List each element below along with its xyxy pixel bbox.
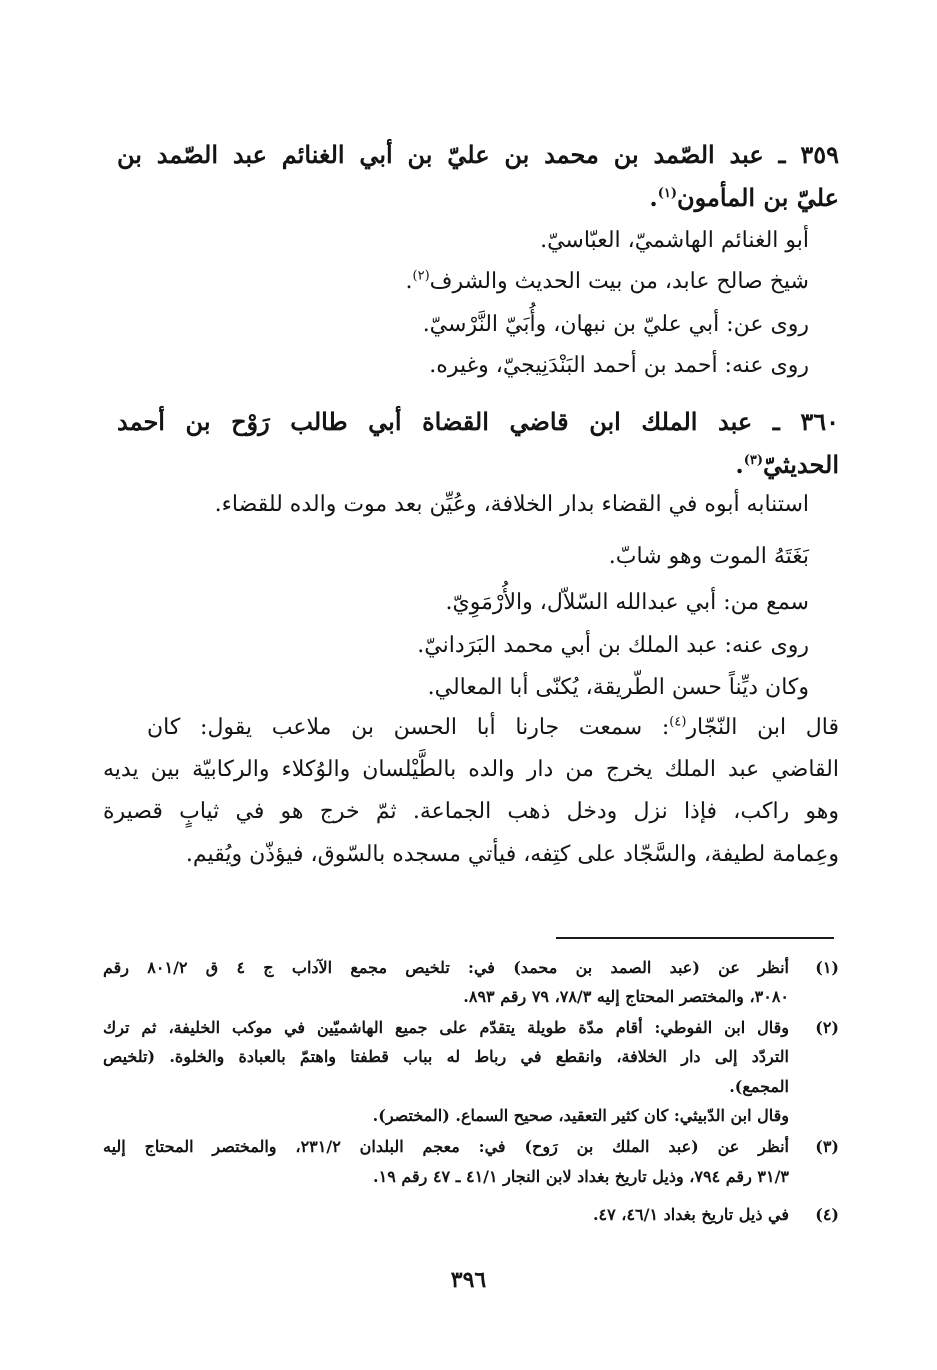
entry-359-heading-line2 [649,183,839,212]
entry-359-shaykh [406,269,809,294]
page-number: ٣٩٦ [450,1267,487,1293]
entry-359-shaykh-text: شيخ صالح عابد، من بيت الحديث والشرف [429,269,809,294]
entry-360-heading-line1: ٣٦٠ ـ عبد الملك ابن قاضي القضاة أبي طالب رَوْح بن أحمد [117,407,839,436]
footnote-4-number: (٤) [815,1205,839,1224]
entry-359-rawa-an: روى عن: أبي عليّ بن نبهان، وأُبَيّ النَّرْسيّ. [422,312,809,337]
footnote-separator [556,937,834,939]
entry-360-nisba: الحديثيّ [763,450,839,479]
entry-360-line-7: القاضي عبد الملك يخرج من دار والده بالطَّيْلسان والوُكلاء والركابيّة بين يديه [103,757,839,782]
footnote-1-line-1: أنظر عن (عبد الصمد بن محمد) في: تلخيص مجمع الآداب ج ٤ ق ٨٠١/٢ رقم [103,958,790,977]
entry-359-heading-line1: ٣٥٩ ـ عبد الصّمد بن محمد بن عليّ بن أبي الغنائم عبد الصّمد بن [117,140,839,169]
entry-360-line-2: بَغَتَهُ الموت وهو شابّ. [608,544,809,569]
entry-360-line-6-a: قال ابن النّجّار [686,715,839,740]
footnote-ref-2[interactable]: (٢) [412,268,430,284]
entry-360-line-1: استنابه أبوه في القضاء بدار الخلافة، وعُيِّن بعد موت والده للقضاء. [214,492,809,517]
entry-360-heading-end: . [735,450,744,479]
footnote-3-line-1: أنظر عن (عبد الملك بن رَوح) في: معجم البلدان ٢٣١/٢، والمختصر المحتاج إليه [103,1137,790,1156]
footnote-1-number: (١) [815,958,839,977]
entry-360-line-9: وعِمامة لطيفة، والسَّجّاد على كتِفه، فيأتي مسجده بالسّوق، فيؤذّن ويُقيم. [185,842,839,867]
footnote-4-line-1: في ذيل تاريخ بغداد ٤٦/١، ٤٧. [592,1205,789,1224]
footnote-ref-1[interactable]: (١) [657,186,678,201]
entry-360-line-6-b: : سمعت جارنا أبا الحسن بن ملاعب يقول: كان [147,715,670,740]
footnote-2-number: (٢) [815,1018,839,1037]
entry-359-kunya: أبو الغنائم الهاشميّ، العبّاسيّ. [540,228,809,253]
footnote-ref-4[interactable]: (٤) [669,714,687,730]
footnote-2-line-1: وقال ابن الفوطي: أقام مدّة طويلة يتقدّم على جميع الهاشميّين في موكب الخليفة، ثم ترك [103,1018,789,1037]
footnote-1-line-2: ٣٠٨٠، والمختصر المحتاج إليه ٧٨/٣، ٧٩ رقم ٨٩٣. [463,987,789,1006]
entry-359-name-end: عليّ بن المأمون [677,183,839,212]
footnote-2-line-3: المجمع). [729,1077,789,1096]
footnote-3-number: (٣) [815,1137,839,1156]
entry-359-rawa-anhu: روى عنه: أحمد بن أحمد البَنْدَنِيجيّ، وغيره. [429,353,809,378]
footnote-ref-3[interactable]: (٣) [743,453,763,468]
entry-360-heading-line2 [735,450,839,479]
entry-360-line-3: سمع من: أبي عبدالله السّلاّل، والأُرْمَوِيّ. [445,590,809,615]
entry-360-line-4: روى عنه: عبد الملك بن أبي محمد البَرَدانيّ. [417,633,809,658]
entry-360-line-6 [147,715,839,740]
entry-360-line-5: وكان ديِّناً حسن الطّريقة، يُكنّى أبا المعالي. [427,675,809,700]
footnote-3-line-2: ٣١/٣ رقم ٧٩٤، وذيل تاريخ بغداد لابن النجار ٤١/١ ـ ٤٧ رقم ١٩. [373,1167,789,1186]
footnote-2-line-4: وقال ابن الدّبيثي: كان كثير التعقيد، صحيح السماع. (المختصر). [372,1106,789,1125]
entry-359-shaykh-end: . [405,269,413,294]
entry-359-heading-end: . [649,183,658,212]
entry-360-line-8: وهو راكب، فإذا نزل ودخل ذهب الجماعة. ثمّ خرج هو في ثيابٍ قصيرة [103,799,839,824]
footnote-2-line-2: التردّد إلى دار الخلافة، وانقطع في رباط له بباب قطفتا واهتمّ بالعبادة والخلوة. (تلخيص [103,1047,789,1066]
